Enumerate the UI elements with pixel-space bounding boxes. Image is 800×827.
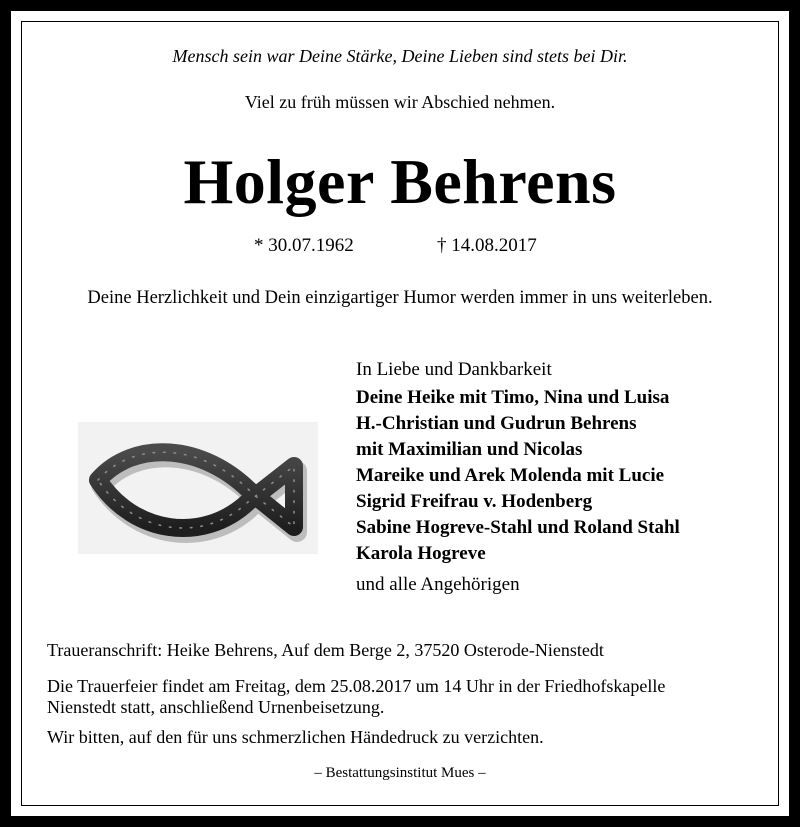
mourner-name: Mareike und Arek Molenda mit Lucie — [356, 465, 665, 486]
mourners-block — [356, 358, 776, 597]
motto: Mensch sein war Deine Stärke, Deine Lieben sind stets bei Dir. — [172, 46, 628, 66]
mourner-name: Sabine Hogreve-Stahl und Roland Stahl — [356, 517, 680, 538]
deceased-name: Holger Behrens — [183, 146, 617, 217]
mourners-intro: In Liebe und Dankbarkeit — [356, 359, 552, 380]
death-date: † 14.08.2017 — [437, 235, 537, 256]
service-line: Die Trauerfeier findet am Freitag, dem 25.08.2017 um 14 Uhr in der Friedhofskapelle — [47, 676, 666, 696]
ichthys-fish-icon — [78, 422, 318, 554]
mourning-address: Traueranschrift: Heike Behrens, Auf dem Berge 2, 37520 Osterode-Nienstedt — [47, 640, 604, 660]
farewell-line: Viel zu früh müssen wir Abschied nehmen. — [244, 92, 556, 112]
fish-symbol-image — [78, 422, 318, 554]
condolence-request: Wir bitten, auf den für uns schmerzlichen Händedruck zu verzichten. — [47, 727, 544, 747]
funeral-service-info — [47, 676, 767, 718]
service-line: Nienstedt statt, anschließend Urnenbeisetzung. — [47, 697, 385, 717]
mourner-name: Sigrid Freifrau v. Hodenberg — [356, 491, 593, 512]
birth-date: * 30.07.1962 — [254, 235, 354, 256]
mourners-closing: und alle Angehörigen — [356, 574, 520, 595]
mourner-name: mit Maximilian und Nicolas — [356, 439, 583, 460]
mourner-name: Karola Hogreve — [356, 543, 486, 564]
mourners-names — [356, 385, 776, 567]
mourner-name: H.-Christian und Gudrun Behrens — [356, 413, 637, 434]
undertaker-credit: – Bestattungsinstitut Mues – — [314, 765, 486, 781]
mourner-name: Deine Heike mit Timo, Nina und Luisa — [356, 387, 670, 408]
tribute-line: Deine Herzlichkeit und Dein einzigartiger Humor werden immer in uns weiterleben. — [87, 288, 713, 308]
